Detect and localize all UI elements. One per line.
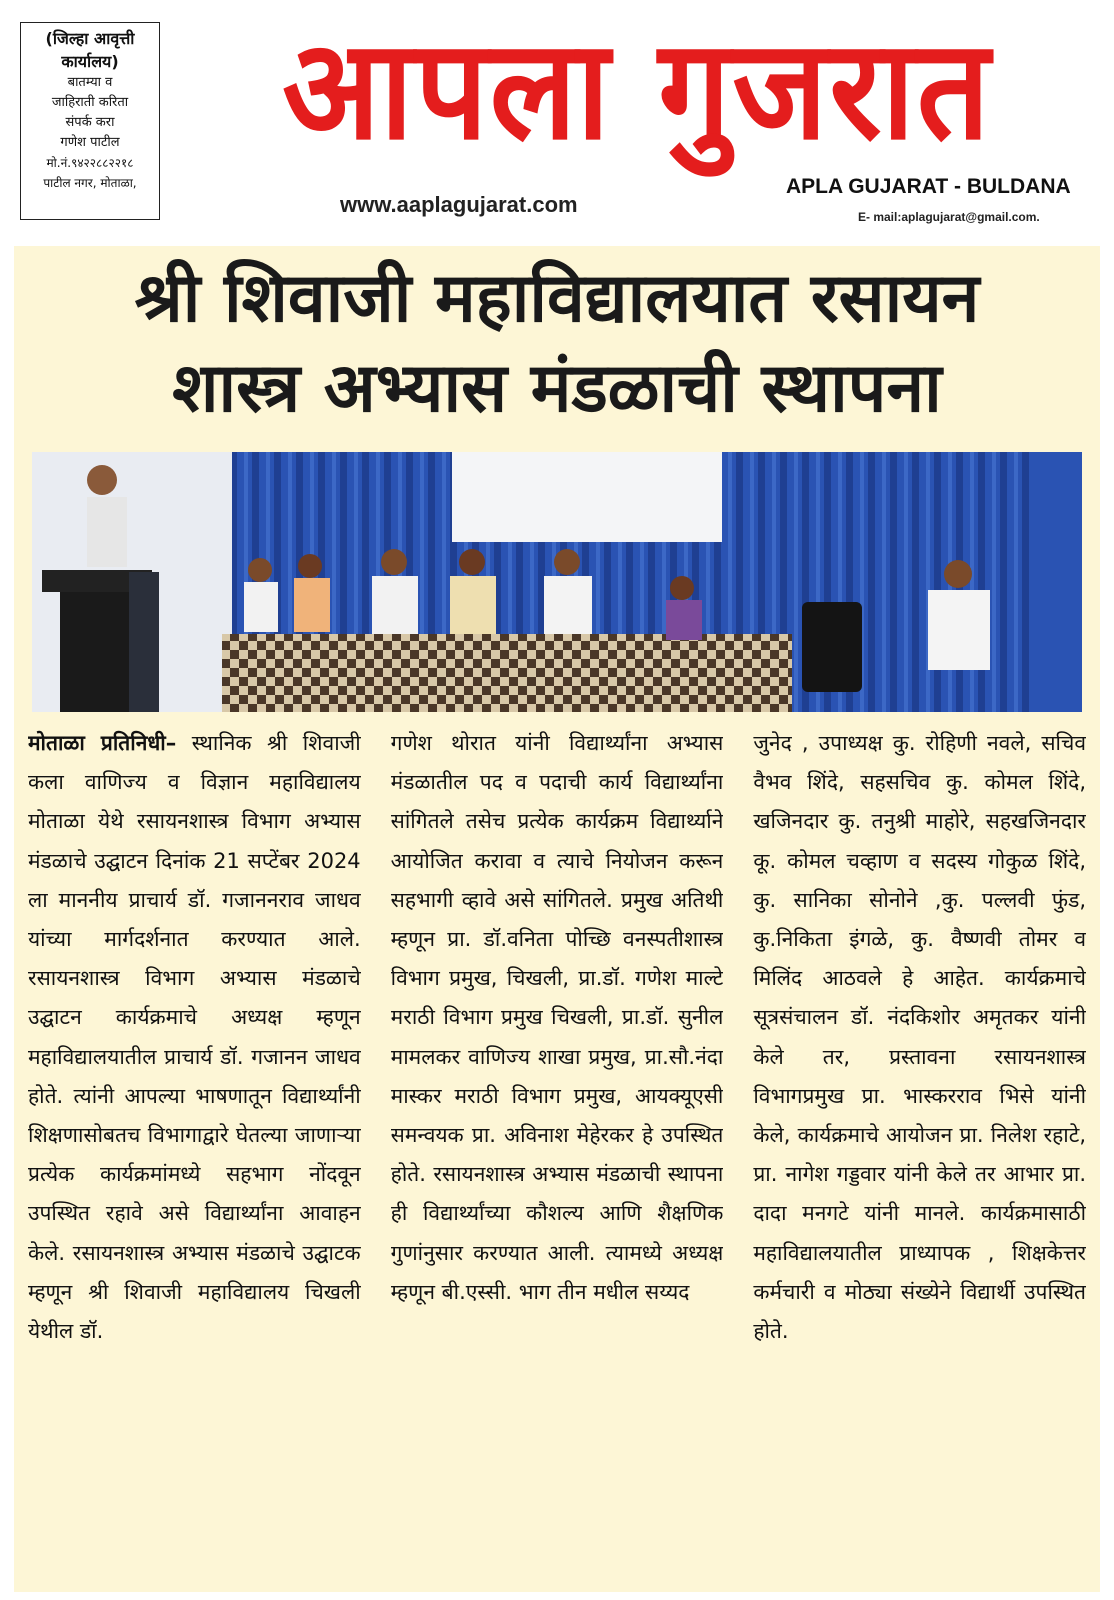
column-1-text: स्थानिक श्री शिवाजी कला वाणिज्य व विज्ञान महाविद्यालय मोताळा येथे रसायनशास्त्र विभाग अभ्यास मंडळाचे उद्घाटन दिनांक 21 सप्टेंबर 2024 ला माननीय प्राचार्य डॉ. गजाननराव जाधव यांच्या मार्गदर्शनात करण्यात आले. रसायनशास्त्र विभाग अभ्यास मंडळाचे उद्घाटन कार्यक्रमाचे अध्यक्ष म्हणून महाविद्यालयातील प्राचार्य डॉ. गजानन जाधव होते. त्यांनी आपल्या भाषणातून विद्यार्थ्यांनी शिक्षणासोबतच विभागाद्वारे घेतल्या जाणाऱ्या प्रत्येक कार्यक्रमांमध्ये सहभाग नोंदवून उपस्थित रहावे असे विद्यार्थ्यांना आवाहन केले. रसायनशास्त्र अभ्यास मंडळाचे उद्घाटक म्हणून श्री शिवाजी महाविद्यालय चिखली येथील डॉ. bbox=[28, 731, 361, 1344]
headline-line-1: श्री शिवाजी महाविद्यालयात रसायन bbox=[134, 259, 980, 338]
contact-title: (जिल्हा आवृत्ती कार्यालय) bbox=[45, 29, 135, 71]
article-body bbox=[28, 724, 1086, 1584]
column-3-text: जुनेद , उपाध्यक्ष कु. रोहिणी नवले, सचिव वैभव शिंदे, सहसचिव कु. कोमल शिंदे, खजिनदार कु. तनुश्री माहोरे, सहखजिनदार कू. कोमल चव्हाण व सदस्य गोकुळ शिंदे, कु. सानिका सोनोने ,कु. पल्लवी फुंड, कु.निकिता इंगळे, कु. वैष्णवी तोमर व मिलिंद आठवले हे आहेत. कार्यक्रमाचे सूत्रसंचालन डॉ. नंदकिशोर अमृतकर यांनी केले तर, प्रस्तावना रसायनशास्त्र विभागप्रमुख प्रा. भास्करराव भिसे यांनी केले, कार्यक्रमाचे आयोजन प्रा. निलेश रहाटे, प्रा. नागेश गड्डवार यांनी केले तर आभार प्रा. दादा मनगटे यांनी मानले. कार्यक्रमासाठी महाविद्यालयातील प्राध्यापक , शिक्षकेत्तर कर्मचारी व मोठ्या संख्येने विद्यार्थी उपस्थित होते. bbox=[753, 731, 1087, 1344]
masthead bbox=[0, 0, 1114, 240]
website-link[interactable]: www.aaplagujarat.com bbox=[340, 192, 578, 217]
column-2-text: गणेश थोरात यांनी विद्यार्थ्यांना अभ्यास मंडळातील पद व पदाची कार्य विद्यार्थ्यांना सांगितले तसेच प्रत्येक कार्यक्रम विद्यार्थ्याने आयोजित करावा व त्याचे नियोजन करून सहभागी व्हावे असे सांगितले. प्रमुख अतिथी म्हणून प्रा. डॉ.वनिता पोच्छि वनस्पतीशास्त्र विभाग प्रमुख, चिखली, प्रा.डॉ. गणेश माल्टे मराठी विभाग प्रमुख चिखली, प्रा.डॉ. सुनील मामलकर वाणिज्य शाखा प्रमुख, प्रा.सौ.नंदा मास्कर मराठी विभाग प्रमुख, आयक्यूएसी समन्वयक प्रा. अविनाश मेहेरकर हे उपस्थित होते. रसायनशास्त्र अभ्यास मंडळाची स्थापना ही विद्यार्थ्यांच्या कौशल्य आणि शैक्षणिक गुणांनुसार करण्यात आली. त्यामध्ये अध्यक्ष म्हणून बी.एस्सी. भाग तीन मधील सय्यद bbox=[390, 731, 724, 1304]
event-photo bbox=[32, 452, 1082, 712]
column-3 bbox=[753, 724, 1086, 1584]
headline-line-2: शास्त्र अभ्यास मंडळाची स्थापना bbox=[172, 349, 942, 428]
contact-name: गणेश पाटील bbox=[60, 135, 120, 150]
contact-box bbox=[20, 22, 160, 220]
dateline: मोताळा प्रतिनिधी– bbox=[28, 731, 177, 755]
contact-phone: मो.नं.९४२२८८२२१८ bbox=[46, 156, 134, 170]
contact-line-2: जाहिराती करिता bbox=[51, 95, 129, 110]
contact-line-3: संपर्क करा bbox=[65, 115, 115, 130]
brand-english: APLA GUJARAT - BULDANA bbox=[786, 175, 1071, 198]
contact-line-1: बातम्या व bbox=[67, 75, 113, 90]
headline bbox=[14, 254, 1100, 434]
column-1 bbox=[28, 724, 361, 1584]
column-2 bbox=[391, 724, 724, 1584]
event-photo-illustration bbox=[32, 452, 1082, 712]
article bbox=[14, 246, 1100, 1592]
newspaper-logo: आपला गुजरात bbox=[282, 9, 992, 171]
contact-address: पाटील नगर, मोताळा, bbox=[43, 176, 137, 190]
email-address[interactable]: E- mail:aplagujarat@gmail.com. bbox=[858, 210, 1040, 224]
